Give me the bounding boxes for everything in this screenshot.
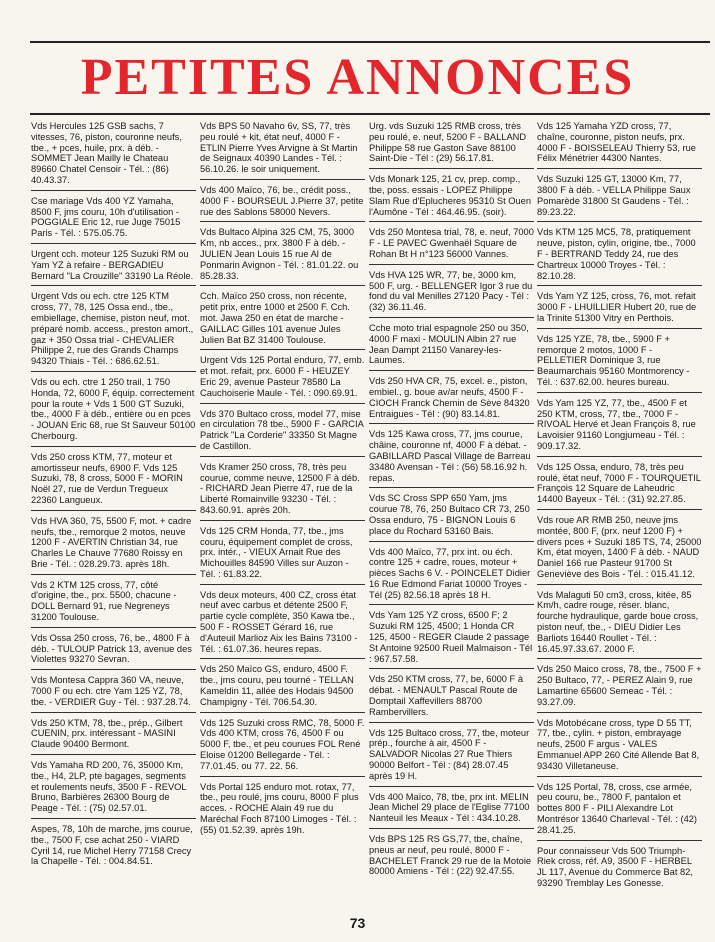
- ads-column-2: [200, 121, 365, 845]
- classified-ad: Cse mariage Vds 400 YZ Yamaha, 8500 F, jms couru, 10h d'utilisation - POGGIALE Eric 12, rue Juge 75015 Paris - Tél. : 575.05.75.: [31, 196, 196, 244]
- classified-ad: Vds 370 Bultaco cross, model 77, mise en circulation 78 tbe., 5900 F - GARCIA Patrick "La Corderie" 33350 St Magne de Castillon.: [200, 409, 365, 457]
- classified-ad: Vds 2 KTM 125 cross, 77, côté d'origine, tbe., prx. 5500, chacune - DOLL Bernard 91, rue Negreneys 31200 Toulouse.: [31, 580, 196, 628]
- classified-ad: Vds 250 cross KTM, 77, moteur et amortisseur neufs, 6900 F. Vds 125 Suzuki, 78, 8 cross, 5000 F - MORIN Noël 27, rue de Verdun Tregueux 22360 Langueux.: [31, 452, 196, 511]
- classified-ad: Vds 400 Maïco, 78, tbe, prx int. MELIN Jean Michel 29 place de l'Eglise 77100 Nanteuil les Meaux - Tél : 434.10.28.: [369, 792, 534, 829]
- classified-ad: Vds 250 HVA CR, 75, excel. e., piston, embiel., g. boue av/ar neufs, 4500 F - CIOCH Franck Chemin de Sève 84320 Entraigues - Tél : (90) 83.14.81.: [369, 376, 534, 424]
- classified-ad: Vds Yam 125 YZ, 77, tbe., 4500 F et 250 KTM, cross, 77, tbe., 7000 F - RIVOAL Hervé et Jean François 8, rue Lavoisier 91160 Longjumeau - Tél. : 909.17.32.: [537, 398, 702, 457]
- classified-ad: Vds 125 Bultaco cross, 77, tbe, moteur prép., fourche à air, 4500 F - SALVADOR Nicolas 27 Rue Thiers 90000 Belfort - Tél : (84) 28.07.45 après 19 H.: [369, 728, 534, 787]
- ads-column-4: [537, 121, 702, 898]
- classified-ad: Vds 125 CRM Honda, 77, tbe., jms couru, équipement complet de cross, prx. intér., - VIEUX Arnait Rue des Michouilles 84590 Villes sur Auzon - Tél. : 61.83.22.: [200, 526, 365, 585]
- classified-ad: Vds HVA 125 WR, 77, be, 3000 km, 500 F, urg. - BELLENGER Igor 3 rue du fond du val Menilles 27120 Pacy - Tél : (32) 36.11.46.: [369, 270, 534, 318]
- classified-ad: Vds Yam YZ 125, cross, 76, mot. refait 3000 F - LHUILLIER Hubert 20, rue de la Trinite 51300 Vitry en Perthois.: [537, 291, 702, 328]
- classified-ad: Pour connaisseur Vds 500 Triumph-Riek cross, réf. A9, 3500 F - HERBEL JL 117, Avenue du Commerce Bat 82, 93290 Tremblay Les Gonesse.: [537, 845, 693, 889]
- classified-ad: Cch. Maïco 250 cross, non récente, petit prix, entre 1000 et 2500 F. Cch. mot. Jawa 250 en état de marche - GAILLAC Gilles 101 avenue Jules Julien Bat BZ 31400 Toulouse.: [200, 291, 365, 350]
- classified-ad: Vds roue AR RMB 250, neuve jms montée, 800 F, (prx. neuf 1200 F) + divers pces + Suzuki 185 TS, 74, 25000 Km, état moyen, 1400 F à déb. - NAUD Daniel 166 rue Pasteur 91700 St Geneviève des Bois - Tél. : 015.41.12.: [537, 515, 702, 585]
- ads-column-1: [31, 121, 196, 876]
- classified-ad: Vds 125 Ossa, enduro, 78, très peu roulé, état neuf, 7000 F - TOURQUETIL François 12 Square de Laheudric 14400 Bayeux - Tél. : (31) 92.27.85.: [537, 462, 702, 510]
- classified-ad: Vds 250 KTM, 78, tbe., prép., Gilbert CUENIN, prx. intéressant - MASINI Claude 90400 Bermont.: [31, 718, 196, 755]
- classified-ad: Vds Hercules 125 GSB sachs, 7 vitesses, 76, piston, couronne neufs, tbe., + pces, huile, prx. à déb. - SOMMET Jean Mailly le Chateau 89660 Chatel Censoir - Tél. : (86) 40.43.37.: [31, 121, 196, 191]
- classified-ad: Vds 125 Suzuki cross RMC, 78, 5000 F. Vds 400 KTM, cross 76, 4500 F ou 5000 F, tbe., et peu courues FOL René Eloise 01200 Bellegarde - Tél. : 77.01.45. ou 77. 22. 56.: [200, 718, 365, 777]
- classified-ad: Vds Bultaco Alpina 325 CM, 75, 3000 Km, nb acces., prx. 3800 F à déb. - JULIEN Jean Louis 15 rue Al de Ponmarin Avignon - Tél. : 81.01.22. ou 85.28.33.: [200, 227, 365, 286]
- page-title: PETITES ANNONCES: [80, 49, 635, 106]
- classified-ad: Urgent Vds ou ech. ctre 125 KTM cross, 77, 78, 125 Ossa end., tbe., embiellage, chemise, piston neuf, mot. préparé nomb. access., preston amort., gaz + 350 Ossa trial - CHEVALIER Philippe 2, rue des Grands Champs 94320 Thiais - Tél. : 686.62.51.: [31, 291, 196, 372]
- classified-ad: Urgent cch. moteur 125 Suzuki RM ou Yam YZ à refaire - BERGADIEU Bernard "La Crouzille" 33190 La Réole.: [31, 249, 196, 286]
- classified-ad: Vds HVA 360, 75, 5500 F, mot. + cadre neufs, tbe., remorque 2 motos, neuve 1200 F - AVERTIN Christian 34, rue Charles Le Chauve 77680 Roissy en Brie - Tél. : 028.29.73. après 18h.: [31, 516, 196, 575]
- classified-ad: Urgent Vds 125 Portal enduro, 77, emb. et mot. refait, prx. 6000 F - HEUZEY Eric 29, avenue Pasteur 78580 La Cauchoiserie Maule - Tél. : 090.69.91.: [200, 355, 365, 403]
- classified-ad: Vds Suzuki 125 GT, 13000 Km, 77, 3800 F à déb. - VELLA Philippe Saux Pomarède 31800 St Gaudens - Tél. : 89.23.22.: [537, 174, 702, 222]
- classified-ad: Vds Portal 125 enduro mot. rotax, 77, tbe., peu roulé, jms couru, 8000 F plus acces. - ROCHE Alain 49 rue du Maréchal Foch 87100 Limoges - Tél. : (55) 01.52.39. après 19h.: [200, 781, 359, 835]
- classified-ad: Vds Montesa Cappra 360 VA, neuve, 7000 F ou ech. ctre Yam 125 YZ, 78, tbe. - VERDIER Guy - Tél. : 937.28.74.: [31, 675, 196, 712]
- title-underline-rule: [30, 113, 710, 115]
- classified-ad: Vds Motobécane cross, type D 55 TT, 77, tbe., cylin. + piston, embrayage neufs, 2500 F argus - VALES Emmanuel APP 260 Cité Allende Bat 8, 93430 Villetaneuse.: [537, 718, 702, 777]
- classified-ad: Vds 250 Maico cross, 78, tbe., 7500 F + 250 Bultaco, 77, - PEREZ Alain 9, rue Lamartine 65600 Semeac - Tél. : 93.27.09.: [537, 664, 702, 712]
- classified-ad: Vds Yam 125 YZ cross, 6500 F; 2 Suzuki RM 125, 4500; 1 Honda CR 125, 4500 - REGER Claude 2 passage St Antoine 92500 Rueil Malmaison - Tél : 967.57.58.: [369, 610, 534, 669]
- page-number: 73: [349, 915, 366, 931]
- classified-ad: Vds BPS 125 RS GS,77, tbe, chaîne, pneus ar neuf, peu roulé, 8000 F - BACHELET Franck 29 rue de la Motoie 80000 Amiens - Tél : (22) 92.47.55.: [369, 834, 532, 877]
- classified-ad: Cche moto trial espagnole 250 ou 350, 4000 F maxi - MOULIN Albin 27 rue Jean Dampt 21150 Vanarey-les-Laumes.: [369, 323, 534, 371]
- classified-ad: Vds BPS 50 Navaho 6v, SS, 77, très peu roulé + kit, état neuf, 4000 F - ETLIN Pierre Yves Arvigne à St Martin de Seignaux 40390 Landes - Tél. : 56.10.26. le soir uniquement.: [200, 121, 365, 180]
- classified-ad: Vds 250 Maïco GS, enduro, 4500 F. tbe., jms couru, peu tourné - TELLAN Kameldin 11, allée des Hodais 94500 Champigny - Tél. 706.54.30.: [200, 664, 365, 712]
- classified-ad: Vds 400 Maïco, 76, be., crédit poss., 4000 F - BOURSEUL J.Pierre 37, petite rue des Sablons 58000 Nevers.: [200, 185, 365, 222]
- classified-ad: Vds SC Cross SPP 650 Yam, jms courue 78, 76, 250 Bultaco CR 73, 250 Ossa enduro, 75 - BIGNON Louis 6 place du Rochard 53160 Bais.: [369, 493, 534, 541]
- classified-ad: Vds Malaguti 50 cm3, cross, kitée, 85 Km/h, cadre rouge, réser. blanc, fourche hydraulique, garde boue cross, piston neuf, tbe., - DIEU Didier Les Barliots 16440 Roullet - Tél. : 16.45.97.33.67. 2000 F.: [537, 590, 702, 660]
- classified-ad: Vds 125 YZE, 78, tbe., 5900 F + remorque 2 motos, 1000 F - PELLETIER Dominique 3, rue Beaumarchais 95160 Montmorency - Tél. : 637.62.00. heures bureau.: [537, 334, 702, 393]
- ads-column-3: [369, 121, 534, 886]
- classified-ad: Vds Monark 125, 21 cv, prep. comp., tbe, poss. essais - LOPEZ Philippe Slam Rue d'Eplucheres 95310 St Ouen l'Aumône - Tél : 464.46.95. (soir).: [369, 174, 534, 222]
- classified-ad: Vds 250 KTM cross, 77, be, 6000 F à débat. - MENAULT Pascal Route de Domptail Xaffevillers 88700 Rambervillers.: [369, 674, 534, 722]
- classified-ad: Vds Yamaha RD 200, 76, 35000 Km, tbe., H4, 2LP, pte bagages, segments et roulements neufs, 3500 F - REVOL Bruno, Barbières 26300 Bourg de Peage - Tél. : (75) 02.57.01.: [31, 760, 196, 819]
- classified-ad: Urg. vds Suzuki 125 RMB cross, très peu roulé, e. neuf, 5200 F - BALLAND Philippe 58 rue Gaston Save 88100 Saint-Die - Tél : (29) 56.17.81.: [369, 121, 534, 169]
- classified-ad: Vds 125 Portal, 78, cross, cse armée, peu couru, be., 7800 F, pantalon et bottes 800 F - PILI Alexandre Lot Montrésor 13640 Charleval - Tél. : (42) 28.41.25.: [537, 782, 702, 841]
- classified-ad: Vds 250 Montesa trial, 78, e. neuf, 7000 F - LE PAVEC Gwenhaël Square de Rohan Bt H n°123 56000 Vannes.: [369, 227, 534, 264]
- top-rule: [30, 41, 710, 43]
- classified-ad: Vds deux moteurs, 400 CZ, cross état neuf avec carbus et détente 2500 F, partie cycle complète, 350 Kawa tbe., 500 F - ROSSET Gérard 16, rue d'Auteuil Marlioz Aix les Bains 73100 - Tél. : 61.07.36. heures repas.: [200, 590, 365, 660]
- classified-ad: Vds KTM 125 MC5, 78, pratiquement neuve, piston, cylin, origine, tbe., 7000 F - BERTRAND Teddy 24, rue des Chartreux 10000 Troyes - Tél. : 82.10.28.: [537, 227, 702, 286]
- classified-ad: Vds Ossa 250 cross, 76, be., 4800 F à déb. - TULOUP Patrick 13, avenue des Violettes 93270 Sevran.: [31, 633, 196, 670]
- classified-ad: Vds Kramer 250 cross, 78, très peu courue, comme neuve, 12500 F à déb. - RICHARD Jean Pierre 47, rue de la Liberté Romainville 93230 - Tél. : 843.60.91. après 20h.: [200, 462, 365, 521]
- classified-ad: Vds 125 Yamaha YZD cross, 77, chaîne, couronne, piston neufs, prx. 4000 F - BOISSELEAU Thierry 53, rue Félix Ménétrier 44300 Nantes.: [537, 121, 702, 169]
- classified-ad: Vds ou ech. ctre 1 250 trail, 1 750 Honda, 72, 6000 F, équip. correctement pour la route + Vds 1 500 GT Suzuki, tbe., 4000 F à déb., entière ou en pces - JOUAN Eric 68, rue St Sauveur 50100 Cherbourg.: [31, 377, 196, 447]
- classified-ad: Vds 125 Kawa cross, 77, jms courue, châine, couronne nf, 4000 F à débat. - GABILLARD Pascal Village de Barreau 33480 Avensan - Tél : (56) 58.16.92 h. repas.: [369, 429, 534, 488]
- classified-ad: Aspes, 78, 10h de marche, jms courue, tbe., 7500 F, cse achat 250 - VIARD Cyril 14, rue Michel Herry 77158 Crecy la Chapelle - Tél. : 004.84.51.: [31, 824, 193, 867]
- classified-ad: Vds 400 Maïco, 77, prx int. ou éch. contre 125 + cadre, roues, moteur + pièces Sachs 6 V. - POINCELET Didier 16 Rue Edmond Fariat 10000 Troyes - Tél (25) 82.56.18 après 18 H.: [369, 547, 534, 606]
